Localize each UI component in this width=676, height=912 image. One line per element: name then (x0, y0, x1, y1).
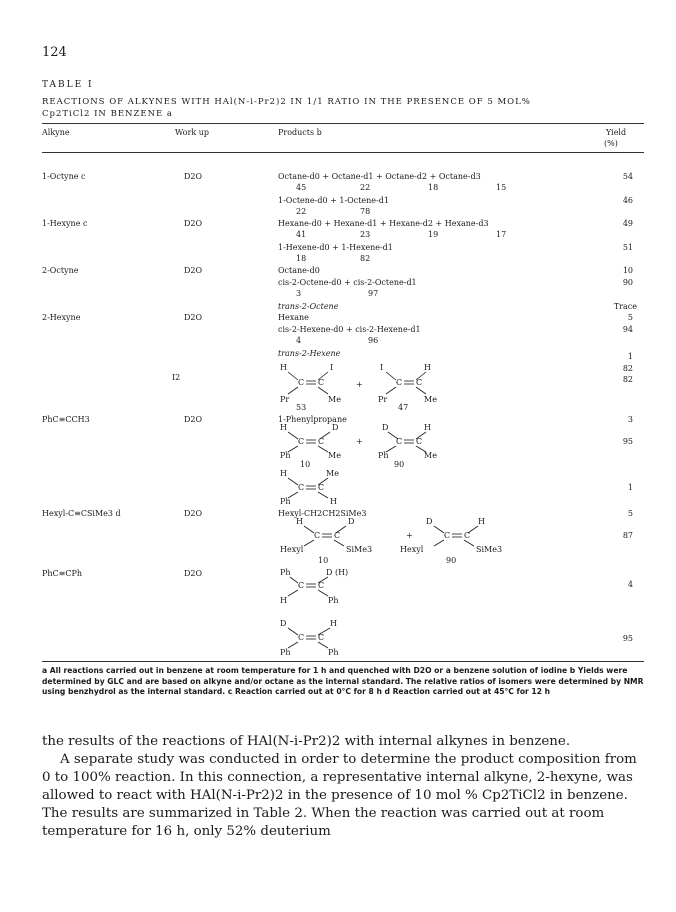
table-label: TABLE I (42, 80, 94, 90)
svg-text:C: C (318, 483, 325, 492)
svg-text:H: H (424, 423, 431, 432)
yield-1-hexene: 51 (622, 243, 633, 252)
ratio-octane-d3: 15 (496, 183, 507, 192)
stilbene-trans-d (278, 563, 378, 607)
workup-1-octyne: D2O (184, 172, 203, 181)
svg-text:+: + (356, 380, 363, 389)
header-workup: Work up (175, 128, 209, 137)
alkyne-phcch3: PhC≡CCH3 (42, 415, 90, 424)
ratio-phcch3-1: 10 (300, 460, 311, 469)
svg-text:C: C (396, 378, 403, 387)
product-octane-d0: Octane-d0 (278, 266, 320, 275)
yield-cis-2-octene: 90 (622, 278, 633, 287)
ratio-octene-d1: 78 (360, 207, 371, 216)
svg-text:Me: Me (424, 451, 437, 460)
svg-text:C: C (318, 581, 325, 590)
body-paragraph-1: the results of the reactions of HAl(N-i-Pr2)2 with internal alkynes in benzene. (42, 734, 571, 749)
alkyne-hexyl-silyl: Hexyl-C≡CSiMe3 d (42, 509, 121, 518)
svg-text:C: C (318, 437, 325, 446)
svg-text:C: C (416, 378, 423, 387)
yield-hexane: 49 (622, 219, 633, 228)
alkyne-1-hexyne: 1-Hexyne c (42, 219, 88, 228)
yield-1-phenylpropane: 3 (627, 415, 633, 424)
yield-cis-2-hexene: 94 (622, 325, 633, 334)
workup-hexyl-silyl: D2O (184, 509, 203, 518)
yield-phcch3-isomers: 95 (622, 437, 633, 446)
product-hexane-series: Hexane-d0 + Hexane-d1 + Hexane-d2 + Hexane-d3 (278, 219, 489, 228)
svg-text:Ph: Ph (280, 497, 291, 506)
svg-text:C: C (334, 531, 341, 540)
yield-octane: 54 (622, 172, 633, 181)
ratio-hexane-d0: 41 (296, 230, 307, 239)
svg-text:H: H (478, 517, 485, 526)
workup-2-hexyne: D2O (184, 313, 203, 322)
svg-text:C: C (416, 437, 423, 446)
yield-vinylsilane: 87 (622, 531, 633, 540)
ratio-cis-hexene-d0: 4 (296, 336, 302, 345)
svg-text:SiMe3: SiMe3 (346, 545, 373, 554)
ratio-cis-hexene-d1: 96 (368, 336, 379, 345)
svg-text:Me: Me (328, 395, 341, 404)
workup-1-hexyne: D2O (184, 219, 203, 228)
body-text (42, 733, 646, 841)
ratio-hexane-d3: 17 (496, 230, 507, 239)
svg-text:Pr: Pr (378, 395, 388, 404)
product-trans-2-hexene: trans-2-Hexene (278, 349, 341, 358)
yield-stilbene-cis: 95 (622, 634, 633, 643)
yield-octane-d0: 10 (622, 266, 633, 275)
svg-text:C: C (298, 633, 305, 642)
alkyne-2-hexyne: 2-Hexyne (42, 313, 81, 322)
product-1-hexene-series: 1-Hexene-d0 + 1-Hexene-d1 (278, 243, 393, 252)
yield-hexane-2: 5 (627, 313, 633, 322)
product-cis-2-octene-series: cis-2-Octene-d0 + cis-2-Octene-d1 (278, 278, 417, 287)
svg-text:C: C (314, 531, 321, 540)
svg-text:H: H (280, 596, 287, 605)
body-paragraph-2: A separate study was conducted in order to determine the product composition from 0 to 100% reaction. In this connection, a representative internal alkyne, 2-hexyne, was allowed to react with HAl(N-i-Pr2)2 in the presence of 10 mol % Cp2TiCl2 in benzene. The results are summarized in Table 2. When the reaction was carried out at room temperature for 16 h, only 52% deuterium (42, 752, 637, 839)
ratio-iodo-2: 47 (398, 403, 409, 412)
svg-text:+: + (406, 531, 413, 540)
yield-hexyl-ethyl-silane: 5 (627, 509, 633, 518)
product-hexane: Hexane (278, 313, 309, 322)
header-yield: Yield (606, 128, 627, 137)
yield-phenylpropene-trans: 1 (627, 483, 633, 492)
svg-text:Hexyl: Hexyl (280, 545, 304, 554)
alkyne-diphenylacetylene: PhC≡CPh (42, 569, 83, 578)
ratio-hexene-d1: 82 (360, 254, 371, 263)
svg-text:C: C (298, 483, 305, 492)
table-footnote: a All reactions carried out in benzene at room temperature for 1 h and quenched with D2O or a benzene solution of iodine b Yields were determined by GLC and are based on alkyne and/or octane as the internal standard. The relative ratios of isomers were determined by NMR using benzhydrol as the internal standard. c Reaction carried out at 0°C for 8 h d Reaction carried out at 45°C for 12 h (42, 666, 644, 696)
svg-text:C: C (464, 531, 471, 540)
ratio-octane-d2: 18 (428, 183, 439, 192)
table-title-line1: REACTIONS OF ALKYNES WITH HAl(N-i-Pr2)2 IN 1/1 RATIO IN THE PRESENCE OF 5 MOL% (42, 97, 531, 107)
table-top-rule (42, 123, 644, 124)
ratio-cis-octene-d0: 3 (296, 289, 302, 298)
yield-iodo-1: 82 (622, 364, 633, 373)
product-cis-2-hexene-series: cis-2-Hexene-d0 + cis-2-Hexene-d1 (278, 325, 421, 334)
svg-text:H: H (280, 363, 287, 372)
product-1-octene-series: 1-Octene-d0 + 1-Octene-d1 (278, 196, 389, 205)
page-number: 124 (42, 45, 67, 60)
ratio-hexane-d2: 19 (428, 230, 439, 239)
svg-text:H: H (330, 497, 337, 506)
ratio-hexane-d1: 23 (360, 230, 371, 239)
svg-text:Me: Me (328, 451, 341, 460)
ratio-phcch3-2: 90 (394, 460, 405, 469)
header-yield-unit: (%) (604, 139, 618, 148)
ratio-iodo-1: 53 (296, 403, 307, 412)
svg-text:C: C (318, 633, 325, 642)
ratio-hexyl-1: 10 (318, 556, 329, 565)
stilbene-cis-d (278, 616, 378, 660)
svg-text:SiMe3: SiMe3 (476, 545, 503, 554)
svg-text:Me: Me (424, 395, 437, 404)
alkyne-1-octyne: 1-Octyne c (42, 172, 86, 181)
product-octane-series: Octane-d0 + Octane-d1 + Octane-d2 + Octane-d3 (278, 172, 481, 181)
svg-text:Hexyl: Hexyl (400, 545, 424, 554)
product-hexyl-ethyl-silane: Hexyl-CH2CH2SiMe3 (278, 509, 367, 518)
header-alkyne: Alkyne (42, 128, 70, 137)
svg-text:C: C (298, 378, 305, 387)
svg-text:C: C (444, 531, 451, 540)
phenylpropene-trans (278, 468, 358, 508)
workup-phcch3: D2O (184, 415, 203, 424)
yield-trans-2-hexene: 1 (627, 352, 633, 361)
ratio-octene-d0: 22 (296, 207, 307, 216)
svg-text:H: H (280, 423, 287, 432)
svg-text:Ph: Ph (328, 596, 339, 605)
yield-stilbene-trans: 4 (627, 580, 633, 589)
svg-text:I: I (380, 363, 384, 372)
svg-text:H: H (330, 619, 337, 628)
svg-text:Ph: Ph (378, 451, 389, 460)
svg-text:C: C (396, 437, 403, 446)
svg-text:+: + (356, 437, 363, 446)
svg-text:Ph: Ph (280, 568, 291, 577)
yield-1-octene: 46 (622, 196, 633, 205)
svg-text:H: H (296, 517, 303, 526)
svg-text:C: C (298, 581, 305, 590)
svg-text:D: D (382, 423, 389, 432)
ratio-hexyl-2: 90 (446, 556, 457, 565)
svg-text:Ph: Ph (280, 648, 291, 657)
svg-text:D (H): D (H) (326, 568, 349, 577)
svg-text:C: C (298, 437, 305, 446)
svg-text:D: D (348, 517, 355, 526)
workup-diphenylacetylene: D2O (184, 569, 203, 578)
svg-text:C: C (318, 378, 325, 387)
table-title (42, 96, 642, 120)
yield-iodo-2: 82 (622, 375, 633, 384)
header-rule (42, 152, 644, 153)
svg-text:I: I (330, 363, 334, 372)
product-trans-2-octene: trans-2-Octene (278, 302, 339, 311)
svg-text:D: D (426, 517, 433, 526)
svg-text:D: D (332, 423, 339, 432)
header-products: Products b (278, 128, 322, 137)
svg-text:Pr: Pr (280, 395, 290, 404)
product-1-phenylpropane: 1-Phenylpropane (278, 415, 347, 424)
ratio-octane-d0: 45 (296, 183, 307, 192)
alkyne-2-octyne: 2-Octyne (42, 266, 79, 275)
svg-text:Ph: Ph (280, 451, 291, 460)
svg-text:H: H (424, 363, 431, 372)
workup-i2: I2 (172, 373, 181, 382)
svg-text:Me: Me (326, 469, 339, 478)
table-bottom-rule (42, 661, 644, 662)
ratio-cis-octene-d1: 97 (368, 289, 379, 298)
ratio-hexene-d0: 18 (296, 254, 307, 263)
svg-text:H: H (280, 469, 287, 478)
yield-trans-2-octene: Trace (613, 302, 637, 311)
svg-text:Ph: Ph (328, 648, 339, 657)
svg-text:D: D (280, 619, 287, 628)
workup-2-octyne: D2O (184, 266, 203, 275)
ratio-octane-d1: 22 (360, 183, 371, 192)
table-title-line2: Cp2TiCl2 IN BENZENE a (42, 109, 173, 119)
deutero-vinylsilane-isomers (278, 516, 528, 560)
